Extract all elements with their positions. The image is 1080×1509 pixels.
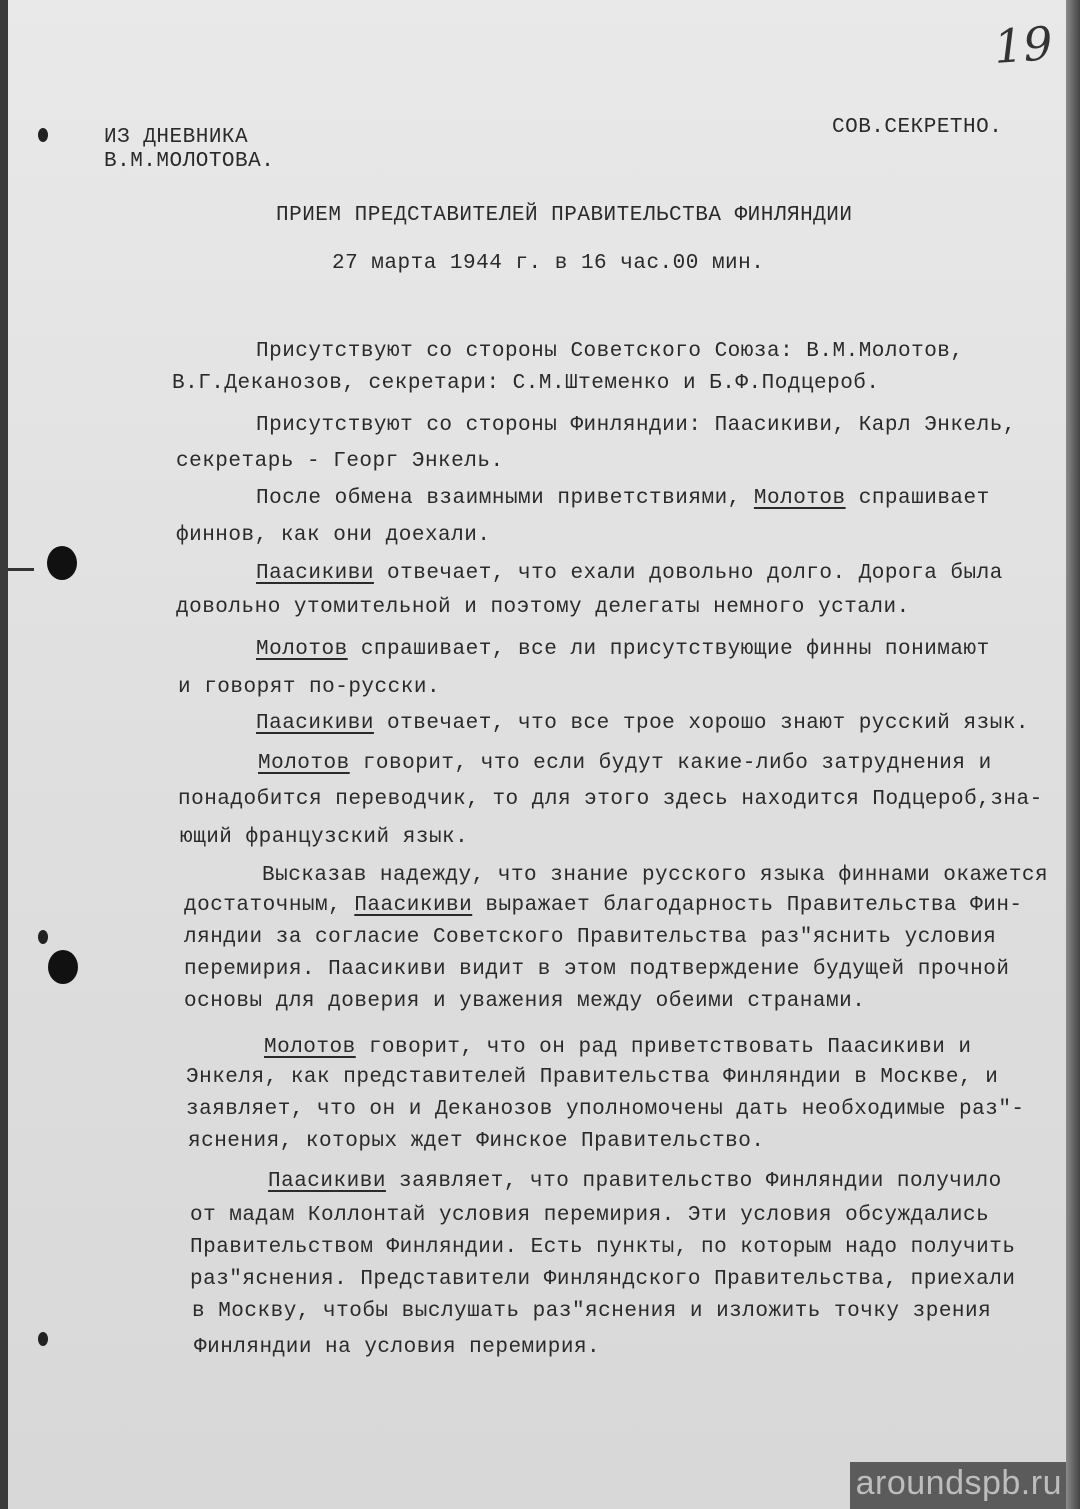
punch-mark <box>38 128 48 142</box>
speaker-name: Молотов <box>264 1036 356 1059</box>
body-line: После обмена взаимными приветствиями, Молотов спрашивает <box>256 487 990 510</box>
site-watermark: aroundspb.ru <box>855 1464 1062 1502</box>
speaker-name: Молотов <box>256 638 348 661</box>
body-line: раз"яснения. Представители Финляндского Правительства, приехали <box>190 1268 1016 1291</box>
body-line: и говорят по-русски. <box>178 676 441 699</box>
body-line: довольно утомительной и поэтому делегаты немного устали. <box>176 596 910 619</box>
body-line: понадобится переводчик, то для этого здесь находится Подцероб,зна- <box>178 788 1043 811</box>
body-line: Энкеля, как представителей Правительства Финляндии в Москве, и <box>186 1066 999 1089</box>
body-line: заявляет, что он и Деканозов уполномочены дать необходимые раз"- <box>186 1098 1025 1121</box>
body-line: основы для доверия и уважения между обеими странами. <box>184 990 866 1013</box>
body-line: финнов, как они доехали. <box>176 524 491 547</box>
speaker-name: Паасикиви <box>256 712 374 735</box>
body-line: Паасикиви отвечает, что ехали довольно долго. Дорога была <box>256 562 1003 585</box>
body-line: Финляндии на условия перемирия. <box>194 1336 601 1359</box>
body-line: Паасикиви заявляет, что правительство Финляндии получило <box>268 1170 1002 1193</box>
handwritten-page-number: 19 <box>992 16 1055 74</box>
header-source-line1: ИЗ ДНЕВНИКА <box>104 126 249 149</box>
classification-stamp: СОВ.СЕКРЕТНО. <box>832 116 1003 139</box>
body-line: Молотов говорит, что он рад приветствовать Паасикиви и <box>264 1036 972 1059</box>
speaker-name: Паасикиви <box>256 562 374 585</box>
body-line: от мадам Коллонтай условия перемирия. Эти условия обсуждались <box>190 1204 990 1227</box>
body-line: в Москву, чтобы выслушать раз"яснения и изложить точку зрения <box>192 1300 992 1323</box>
body-line: Молотов спрашивает, все ли присутствующие финны понимают <box>256 638 990 661</box>
body-line: достаточным, Паасикиви выражает благодарность Правительства Фин- <box>184 894 1023 917</box>
body-line: секретарь - Георг Энкель. <box>176 450 504 473</box>
document-title: ПРИЕМ ПРЕДСТАВИТЕЛЕЙ ПРАВИТЕЛЬСТВА ФИНЛЯНДИИ <box>276 204 853 227</box>
margin-mark <box>8 568 34 571</box>
speaker-name: Паасикиви <box>268 1170 386 1193</box>
header-source-line2: В.М.МОЛОТОВА. <box>104 150 275 173</box>
body-line: Правительством Финляндии. Есть пункты, по которым надо получить <box>190 1236 1016 1259</box>
body-line: Молотов говорит, что если будут какие-либо затруднения и <box>258 752 992 775</box>
body-line: Паасикиви отвечает, что все трое хорошо знают русский язык. <box>256 712 1030 735</box>
speaker-name: Молотов <box>753 487 846 510</box>
binder-hole <box>47 546 77 580</box>
body-line: ляндии за согласие Советского Правительства раз"яснить условия <box>184 926 997 949</box>
speaker-name: Молотов <box>258 752 350 775</box>
body-line: яснения, которых ждет Финское Правительство. <box>188 1130 765 1153</box>
binder-hole <box>48 950 78 984</box>
meeting-date: 27 марта 1944 г. в 16 час.00 мин. <box>332 252 765 275</box>
body-line: Высказав надежду, что знание русского языка финнами окажется <box>262 864 1049 887</box>
punch-mark <box>38 930 48 944</box>
body-line: перемирия. Паасикиви видит в этом подтверждение будущей прочной <box>184 958 1010 981</box>
body-line: В.Г.Деканозов, секретари: С.М.Штеменко и Б.Ф.Подцероб. <box>172 372 880 395</box>
body-line: Присутствуют со стороны Советского Союза: В.М.Молотов, <box>256 340 964 363</box>
speaker-name: Паасикиви <box>354 894 473 917</box>
body-line: Присутствуют со стороны Финляндии: Паасикиви, Карл Энкель, <box>256 414 1016 437</box>
punch-mark <box>38 1332 48 1346</box>
body-line: ющий французский язык. <box>180 826 469 849</box>
